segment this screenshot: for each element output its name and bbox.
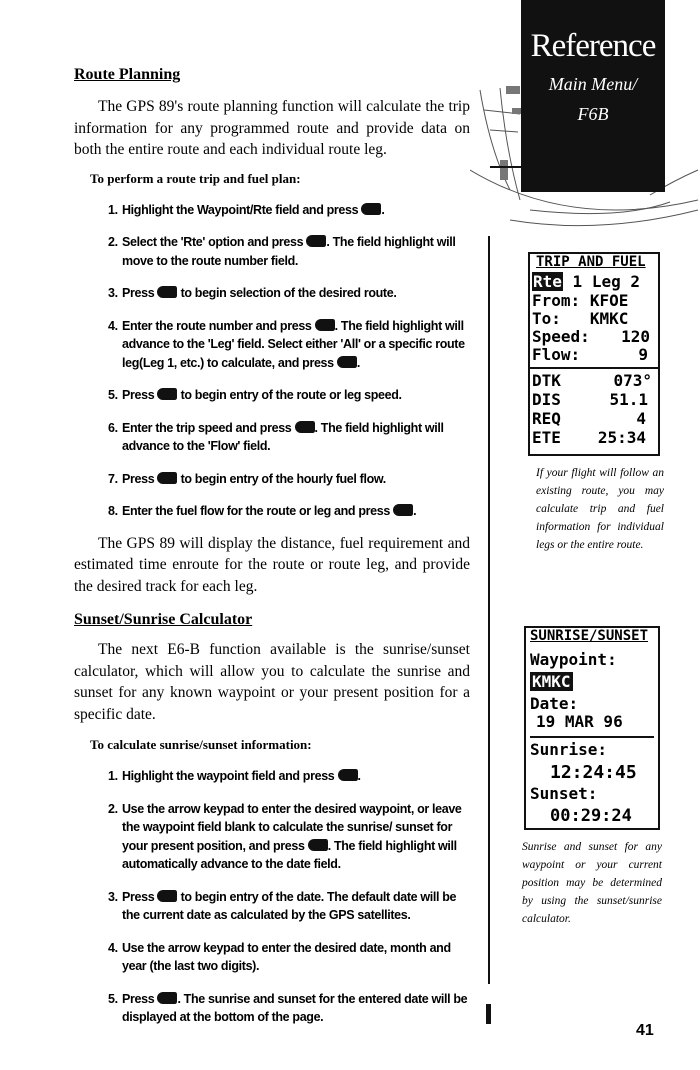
- leg-field: 1 Leg 2: [572, 272, 640, 291]
- trip-fuel-screen: TRIP AND FUEL Rte 1 Leg 2 From: KFOE To: KMKC Speed: 120 Flow: 9 DTK 073° DIS 51.1 REQ 4 ETE 25:34: [528, 252, 660, 456]
- route-lead: To perform a route trip and fuel plan:: [90, 170, 301, 186]
- route-step: 8. Enter the fuel flow for the route or leg and press .: [108, 504, 417, 518]
- section-tab: [521, 0, 665, 192]
- enter-key-icon: [157, 992, 177, 1004]
- tab-rule: [490, 166, 521, 168]
- enter-key-icon: [157, 388, 177, 400]
- sunrise-field: 12:24:45: [550, 762, 637, 783]
- enter-key-icon: [295, 421, 315, 433]
- sunset-step: 4. Use the arrow keypad to enter the desired date, month and year (the last two digits).: [108, 940, 451, 973]
- speed-field: 120: [621, 327, 650, 346]
- tab-title: Reference: [530, 28, 656, 64]
- sunrise-sunset-screen: SUNRISE/SUNSET Waypoint: KMKC Date: 19 MAR 96 Sunrise: 12:24:45 Sunset: 00:29:24: [524, 626, 660, 830]
- date-field: 19 MAR 96: [536, 712, 623, 731]
- from-field: KFOE: [589, 291, 629, 310]
- dis-field: 51.1: [609, 390, 648, 409]
- route-steps: [74, 201, 470, 521]
- page-number: 41: [636, 1022, 654, 1039]
- sunset-step: 5. Press . The sunrise and sunset for the entered date will be displayed at the bottom of the page.: [108, 991, 468, 1024]
- enter-key-icon: [157, 890, 177, 902]
- margin-rule: [488, 236, 490, 984]
- route-outro: The GPS 89 will display the distance, fuel requirement and estimated time enroute for the route or route leg, and provide the desired track for each leg.: [74, 534, 470, 595]
- ete-field: 25:34: [597, 428, 646, 447]
- req-field: 4: [636, 409, 646, 428]
- to-field: KMKC: [589, 309, 629, 328]
- enter-key-icon: [157, 286, 177, 298]
- sunset-steps: [74, 767, 470, 1027]
- sunset-step: 1. Highlight the waypoint field and press .: [108, 769, 361, 783]
- route-step: 4. Enter the route number and press . The field highlight will advance to the 'Leg' field. Select either 'All' or a specific route leg(Leg 1, etc.) to calculate, and press .: [108, 318, 465, 370]
- route-step: 6. Enter the trip speed and press . The field highlight will advance to the 'Flow' field.: [108, 420, 444, 453]
- sunset-intro: The next E6-B function available is the sunrise/sunset calculator, which will allow you to calculate the sunrise and sunset for any known waypoint or your present position for a specific date.: [74, 641, 470, 723]
- main-column: [74, 66, 470, 1027]
- enter-key-icon: [337, 356, 357, 368]
- rte-field: Rte: [533, 272, 562, 291]
- waypoint-field: KMKC: [532, 672, 571, 691]
- route-step: 1. Highlight the Waypoint/Rte field and press .: [108, 202, 385, 217]
- sunset-heading: Sunset/Sunrise Calculator: [74, 611, 253, 628]
- sunset-field: 00:29:24: [550, 806, 632, 826]
- enter-key-icon: [306, 235, 326, 247]
- trip-screen-title: TRIP AND FUEL: [536, 254, 646, 270]
- route-intro: The GPS 89's route planning function will calculate the trip information for any programmed route and provide data on both the entire route and each individual route leg.: [74, 98, 470, 158]
- sunset-lead: To calculate sunrise/sunset information:: [90, 737, 312, 752]
- dtk-field: 073°: [613, 371, 652, 390]
- tab-subtitle-2: F6B: [577, 104, 609, 124]
- enter-key-icon: [308, 839, 328, 851]
- enter-key-icon: [393, 504, 413, 516]
- tab-subtitle-1: Main Menu/: [548, 74, 638, 94]
- route-step: 5. Press to begin entry of the route or leg speed.: [108, 388, 402, 402]
- sunset-step: 3. Press to begin entry of the date. The default date will be the current date as calculated by the GPS satellites.: [108, 889, 457, 922]
- enter-key-icon: [338, 769, 358, 781]
- enter-key-icon: [361, 203, 381, 215]
- sunset-step: 2. Use the arrow keypad to enter the desired waypoint, or leave the waypoint field blank to calculate the sunrise/ sunset for your present position, and press . The field highlight will automatically advance to the date field.: [108, 801, 462, 871]
- flow-field: 9: [638, 345, 648, 364]
- route-planning-heading: Route Planning: [74, 66, 181, 83]
- sun-caption: Sunrise and sunset for any waypoint or your current position may be determined by using the sunset/sunrise calculator.: [522, 841, 662, 925]
- route-step: 7. Press to begin entry of the hourly fuel flow.: [108, 471, 386, 486]
- trip-caption: If your flight will follow an existing route, you may calculate trip and fuel information for individual legs or the entire route.: [536, 467, 664, 551]
- sun-screen-title: SUNRISE/SUNSET: [530, 628, 649, 644]
- route-step: 3. Press to begin selection of the desired route.: [108, 286, 397, 300]
- enter-key-icon: [315, 319, 335, 331]
- route-step: 2. Select the 'Rte' option and press . The field highlight will move to the route number field.: [108, 235, 456, 268]
- margin-marker: [486, 1004, 491, 1024]
- enter-key-icon: [157, 472, 177, 484]
